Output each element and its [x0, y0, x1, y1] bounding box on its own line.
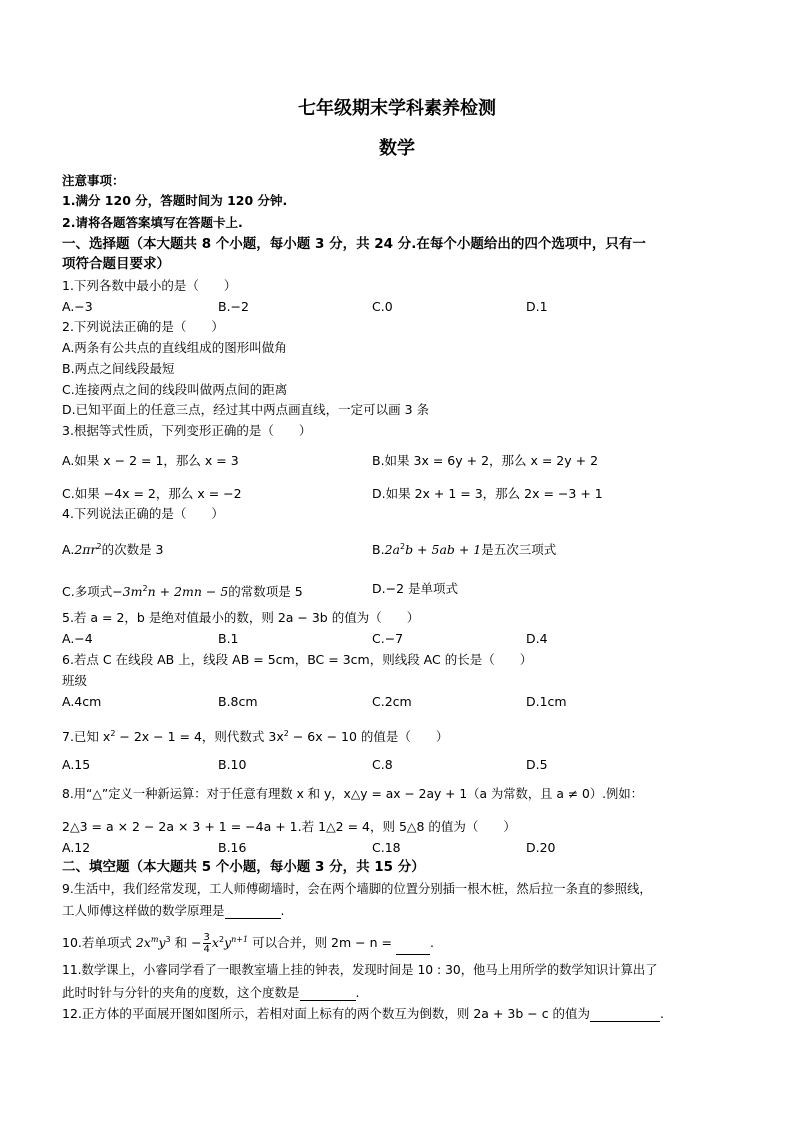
- q4-b-math2: b + 5ab + 1: [405, 542, 482, 558]
- q11-answer-blank[interactable]: [300, 986, 356, 1001]
- notes-item-2: 2.请将各题答案填写在答题卡上.: [62, 215, 243, 230]
- q12-end: .: [660, 1006, 665, 1021]
- q6-option-a: A.4cm: [62, 694, 102, 709]
- q4-b-text: 是五次三项式: [481, 542, 557, 558]
- q10-math2: y: [158, 935, 166, 951]
- q10-exp2: 3: [165, 935, 171, 944]
- q10-exp1: m: [150, 935, 159, 944]
- q1-option-a: A.−3: [62, 299, 93, 314]
- q7-stem-part2: − 2x − 1 = 4，则代数式 3x: [115, 729, 284, 745]
- q10-answer-blank[interactable]: [396, 940, 430, 955]
- q6-option-b: B.8cm: [218, 694, 258, 709]
- exam-title: 七年级期末学科素养检测: [298, 98, 496, 119]
- q8-stem: 8.用“△”定义一种新运算：对于任意有理数 x 和 y，x△y = ax − 2ay + 1（a 为常数，且 a ≠ 0）.例如：: [62, 787, 643, 801]
- q10-stem: [62, 929, 434, 955]
- q8-example: 2△3 = a × 2 − 2a × 3 + 1 = −4a + 1.若 1△2 = 4，则 5△8 的值为（ ）: [62, 819, 516, 834]
- q2-stem: 2.下列说法正确的是（ ）: [62, 319, 224, 334]
- notes-item-1: 1.满分 120 分，答题时间为 120 分钟.: [62, 193, 288, 208]
- q4-b-label: B.: [372, 542, 385, 558]
- q7-exp2: 2: [283, 729, 289, 738]
- q7-stem-part1: 7.已知 x: [62, 729, 111, 745]
- q4-a-label: A.: [62, 542, 75, 558]
- q7-stem: [62, 725, 448, 745]
- section2-heading: 二、填空题（本大题共 5 个小题，每小题 3 分，共 15 分）: [62, 859, 425, 875]
- q10-exp4: n+1: [231, 935, 249, 944]
- q10-and: 和 −: [170, 935, 202, 951]
- q6-stem: 6.若点 C 在线段 AB 上，线段 AB = 5cm，BC = 3cm，则线段 AC 的长是（ ）: [62, 652, 533, 667]
- q12-text: 12.正方体的平面展开图如图所示，若相对面上标有的两个数互为倒数，则 2a + 3b − c 的值为: [62, 1006, 591, 1021]
- q7-option-c: C.8: [372, 757, 393, 772]
- q5-stem: 5.若 a = 2，b 是绝对值最小的数，则 2a − 3b 的值为（ ）: [62, 610, 420, 625]
- q1-option-c: C.0: [372, 299, 393, 314]
- q10-math3: x: [211, 935, 219, 951]
- section1-heading: 一、选择题（本大题共 8 个小题，每小题 3 分，共 24 分.在每个小题给出的四个选项中，只有一: [62, 236, 646, 252]
- q5-option-c: C.−7: [372, 631, 404, 646]
- q4-c-math2: n + 2mn − 5: [147, 584, 229, 600]
- q10-math1: 2x: [135, 935, 151, 951]
- q5-option-b: B.1: [218, 631, 239, 646]
- q11-line1: 11.数学课上，小睿同学看了一眼教室墙上挂的钟表，发现时间是 10 : 30，他马上用所学的数学知识计算出了: [62, 963, 658, 977]
- q9-end: .: [280, 903, 285, 918]
- q3-option-b: B.如果 3x = 6y + 2，那么 x = 2y + 2: [372, 453, 599, 468]
- q9-line1: 9.生活中，我们经常发现，工人师傅砌墙时，会在两个墙脚的位置分别插一根木桩，然后拉一条直的参照线，: [62, 882, 652, 896]
- q4-option-a: [62, 538, 164, 558]
- notes-heading: 注意事项：: [62, 173, 125, 188]
- q10-suffix: 可以合并，则 2m − n =: [248, 935, 392, 951]
- q3-option-d: D.如果 2x + 1 = 3，那么 2x = −3 + 1: [372, 486, 603, 501]
- q4-b-math1: 2a: [384, 542, 400, 558]
- q1-option-b: B.−2: [218, 299, 249, 314]
- q10-end: .: [429, 935, 434, 951]
- q10-frac-num: 3: [203, 932, 210, 944]
- q4-option-b: [372, 538, 556, 558]
- q10-exp3: 2: [218, 935, 225, 944]
- q9-answer-blank[interactable]: [225, 904, 281, 919]
- section1-heading-cont: 项符合题目要求）: [62, 256, 170, 272]
- q2-option-c: C.连接两点之间的线段叫做两点间的距离: [62, 382, 288, 397]
- q7-option-d: D.5: [526, 757, 548, 772]
- q11-line2-text: 此时时针与分针的夹角的度数，这个度数是: [62, 985, 300, 1000]
- q8-option-a: A.12: [62, 840, 91, 855]
- q6-option-c: C.2cm: [372, 694, 412, 709]
- q12-stem: [62, 1005, 664, 1022]
- q2-option-d: D.已知平面上的任意三点，经过其中两点画直线，一定可以画 3 条: [62, 402, 429, 417]
- q2-option-a: A.两条有公共点的直线组成的图形叫做角: [62, 340, 287, 355]
- q3-option-c: C.如果 −4x = 2，那么 x = −2: [62, 486, 242, 501]
- q8-option-d: D.20: [526, 840, 556, 855]
- q5-option-a: A.−4: [62, 631, 93, 646]
- q11-end: .: [355, 985, 360, 1000]
- q9-line2-text: 工人师傅这样做的数学原理是: [62, 903, 225, 918]
- q6-extra-text: 班级: [62, 673, 88, 688]
- subject-title: 数学: [379, 138, 415, 159]
- q11-line2: [62, 984, 360, 1001]
- q2-option-b: B.两点之间线段最短: [62, 361, 175, 376]
- q4-c-math1: −3m: [112, 584, 143, 600]
- q6-option-d: D.1cm: [526, 694, 567, 709]
- q12-answer-blank[interactable]: [590, 1007, 660, 1022]
- q10-math4: y: [224, 935, 232, 951]
- q7-stem-part3: − 6x − 10 的值是（ ）: [288, 729, 449, 745]
- q9-line2: [62, 902, 285, 919]
- q4-a-math: 2πr: [74, 542, 97, 558]
- q10-frac-den: 4: [203, 944, 210, 956]
- q5-option-d: D.4: [526, 631, 548, 646]
- q8-option-c: C.18: [372, 840, 401, 855]
- q10-fraction: [203, 932, 211, 955]
- q4-a-exp: 2: [96, 542, 102, 551]
- q10-prefix: 10.若单项式: [62, 935, 136, 951]
- q3-stem: 3.根据等式性质，下列变形正确的是（ ）: [62, 423, 312, 438]
- q7-option-b: B.10: [218, 757, 247, 772]
- q4-option-d: D.−2 是单项式: [372, 581, 458, 596]
- q1-option-d: D.1: [526, 299, 548, 314]
- q7-exp1: 2: [110, 729, 116, 738]
- q4-a-text: 的次数是 3: [101, 542, 164, 558]
- q1-stem: 1.下列各数中最小的是（ ）: [62, 278, 237, 293]
- q8-option-b: B.16: [218, 840, 247, 855]
- q4-c-exp: 2: [142, 584, 148, 593]
- q4-c-label: C.多项式: [62, 584, 113, 600]
- q3-option-a: A.如果 x − 2 = 1，那么 x = 3: [62, 453, 239, 468]
- q4-c-text: 的常数项是 5: [228, 584, 303, 600]
- q4-option-c: [62, 580, 303, 600]
- q4-stem: 4.下列说法正确的是（ ）: [62, 506, 224, 521]
- q7-option-a: A.15: [62, 757, 91, 772]
- q4-b-exp: 2: [399, 542, 406, 551]
